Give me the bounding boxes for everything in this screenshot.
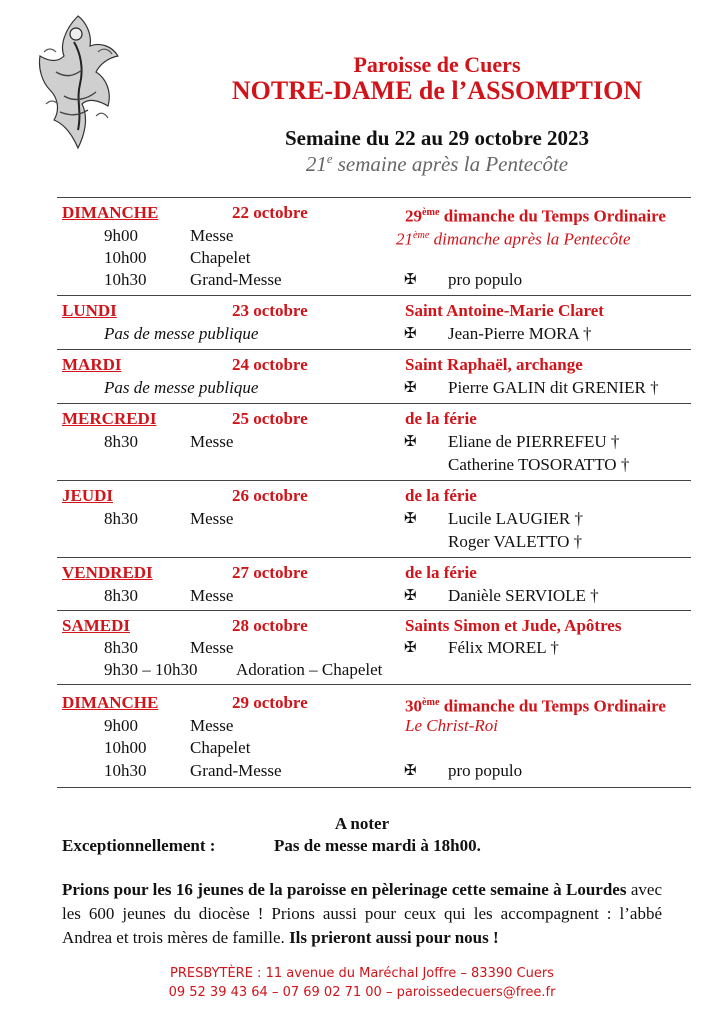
day-name: DIMANCHE <box>62 203 159 222</box>
church-name: NOTRE-DAME de l’ASSOMPTION <box>231 76 643 105</box>
mass-time: 10h30 <box>104 270 147 289</box>
divider <box>57 480 691 481</box>
divider <box>57 684 691 685</box>
cross-icon: ✠ <box>404 326 417 342</box>
adoration-label: Adoration – Chapelet <box>236 660 383 679</box>
adoration-time: 9h30 – 10h30 <box>104 660 198 679</box>
feast-subtitle: Le Christ-Roi <box>405 716 499 735</box>
mass-label: Messe <box>190 716 234 735</box>
mass-label: Chapelet <box>190 248 251 267</box>
footer-address: PRESBYTÈRE : 11 avenue du Maréchal Joffre – 83390 Cuers <box>170 966 554 981</box>
day-name: SAMEDI <box>62 616 131 635</box>
mass-time: 8h30 <box>104 638 138 657</box>
day-name: JEUDI <box>62 486 114 505</box>
no-mass-note: Pas de messe publique <box>104 378 259 397</box>
cross-icon: ✠ <box>404 272 417 288</box>
prayer-text: avec les 600 jeunes du diocèse ! Prions aussi pour ceux qui les accompagnent : l’abbé Andrea et trois mères de famille. <box>62 880 662 947</box>
prayer-bold-end: Ils prieront aussi pour nous ! <box>289 928 499 947</box>
divider <box>57 295 691 296</box>
cross-icon: ✠ <box>404 640 417 656</box>
day-name: MERCREDI <box>62 409 157 428</box>
day-name: MARDI <box>62 355 122 374</box>
mass-time: 8h30 <box>104 586 138 605</box>
day-date: 24 octobre <box>232 355 308 374</box>
mass-time: 10h00 <box>104 248 147 267</box>
mass-intention: pro populo <box>448 761 523 780</box>
day-date: 29 octobre <box>232 693 308 712</box>
no-mass-note: Pas de messe publique <box>104 324 259 343</box>
feast-title: Saints Simon et Jude, Apôtres <box>405 616 622 635</box>
divider <box>57 557 691 558</box>
divider <box>57 349 691 350</box>
feast-title: Saint Raphaël, archange <box>405 355 583 374</box>
assumption-engraving-logo <box>34 12 122 152</box>
day-date: 26 octobre <box>232 486 308 505</box>
notes-text: Pas de messe mardi à 18h00. <box>274 836 481 855</box>
mass-time: 8h30 <box>104 432 138 451</box>
mass-intention: Danièle SERVIOLE † <box>448 586 599 605</box>
mass-intention: Catherine TOSORATTO † <box>448 455 630 474</box>
divider <box>57 197 691 198</box>
feast-title: de la férie <box>405 486 477 505</box>
day-name: LUNDI <box>62 301 117 320</box>
cross-icon: ✠ <box>404 588 417 604</box>
day-date: 23 octobre <box>232 301 308 320</box>
feast-title: 30ème dimanche du Temps Ordinaire <box>405 696 666 716</box>
mass-label: Chapelet <box>190 738 251 757</box>
mass-time: 10h30 <box>104 761 147 780</box>
pentecost-subtitle: 21e semaine après la Pentecôte <box>305 152 569 176</box>
mass-intention: Eliane de PIERREFEU † <box>448 432 620 451</box>
mass-label: Messe <box>190 586 234 605</box>
day-date: 25 octobre <box>232 409 308 428</box>
mass-label: Grand-Messe <box>190 270 282 289</box>
feast-title: 29ème dimanche du Temps Ordinaire <box>405 206 666 226</box>
prayer-paragraph <box>62 878 662 950</box>
mass-intention: pro populo <box>448 270 523 289</box>
day-date: 27 octobre <box>232 563 308 582</box>
cross-icon: ✠ <box>404 763 417 779</box>
divider <box>57 787 691 788</box>
day-date: 28 octobre <box>232 616 308 635</box>
mass-label: Messe <box>190 509 234 528</box>
feast-title: de la férie <box>405 409 477 428</box>
week-range-title: Semaine du 22 au 29 octobre 2023 <box>284 126 590 150</box>
mass-intention: Lucile LAUGIER † <box>448 509 584 528</box>
feast-title: Saint Antoine-Marie Claret <box>405 301 604 320</box>
prayer-bold-start: Prions pour les 16 jeunes de la paroisse en pèlerinage cette semaine à Lourdes <box>62 880 627 899</box>
footer-contact: 09 52 39 43 64 – 07 69 02 71 00 – paroissedecuers@free.fr <box>168 985 556 1000</box>
day-date: 22 octobre <box>232 203 308 222</box>
mass-label: Messe <box>190 432 234 451</box>
mass-intention: Roger VALETTO † <box>448 532 583 551</box>
mass-time: 10h00 <box>104 738 147 757</box>
mass-intention: Jean-Pierre MORA † <box>448 324 592 343</box>
parish-name: Paroisse de Cuers <box>353 52 521 77</box>
mass-time: 8h30 <box>104 509 138 528</box>
feast-subtitle: 21ème dimanche après la Pentecôte <box>396 229 631 249</box>
mass-label: Messe <box>190 226 234 245</box>
divider <box>57 610 691 611</box>
notes-title: A noter <box>334 814 390 833</box>
mass-intention: Pierre GALIN dit GRENIER † <box>448 378 659 397</box>
day-name: DIMANCHE <box>62 693 159 712</box>
cross-icon: ✠ <box>404 511 417 527</box>
cross-icon: ✠ <box>404 434 417 450</box>
cross-icon: ✠ <box>404 380 417 396</box>
divider <box>57 403 691 404</box>
notes-label: Exceptionnellement : <box>62 836 216 855</box>
mass-intention: Félix MOREL † <box>448 638 559 657</box>
mass-label: Grand-Messe <box>190 761 282 780</box>
mass-label: Messe <box>190 638 234 657</box>
feast-title: de la férie <box>405 563 477 582</box>
mass-time: 9h00 <box>104 716 138 735</box>
mass-time: 9h00 <box>104 226 138 245</box>
day-name: VENDREDI <box>62 563 153 582</box>
